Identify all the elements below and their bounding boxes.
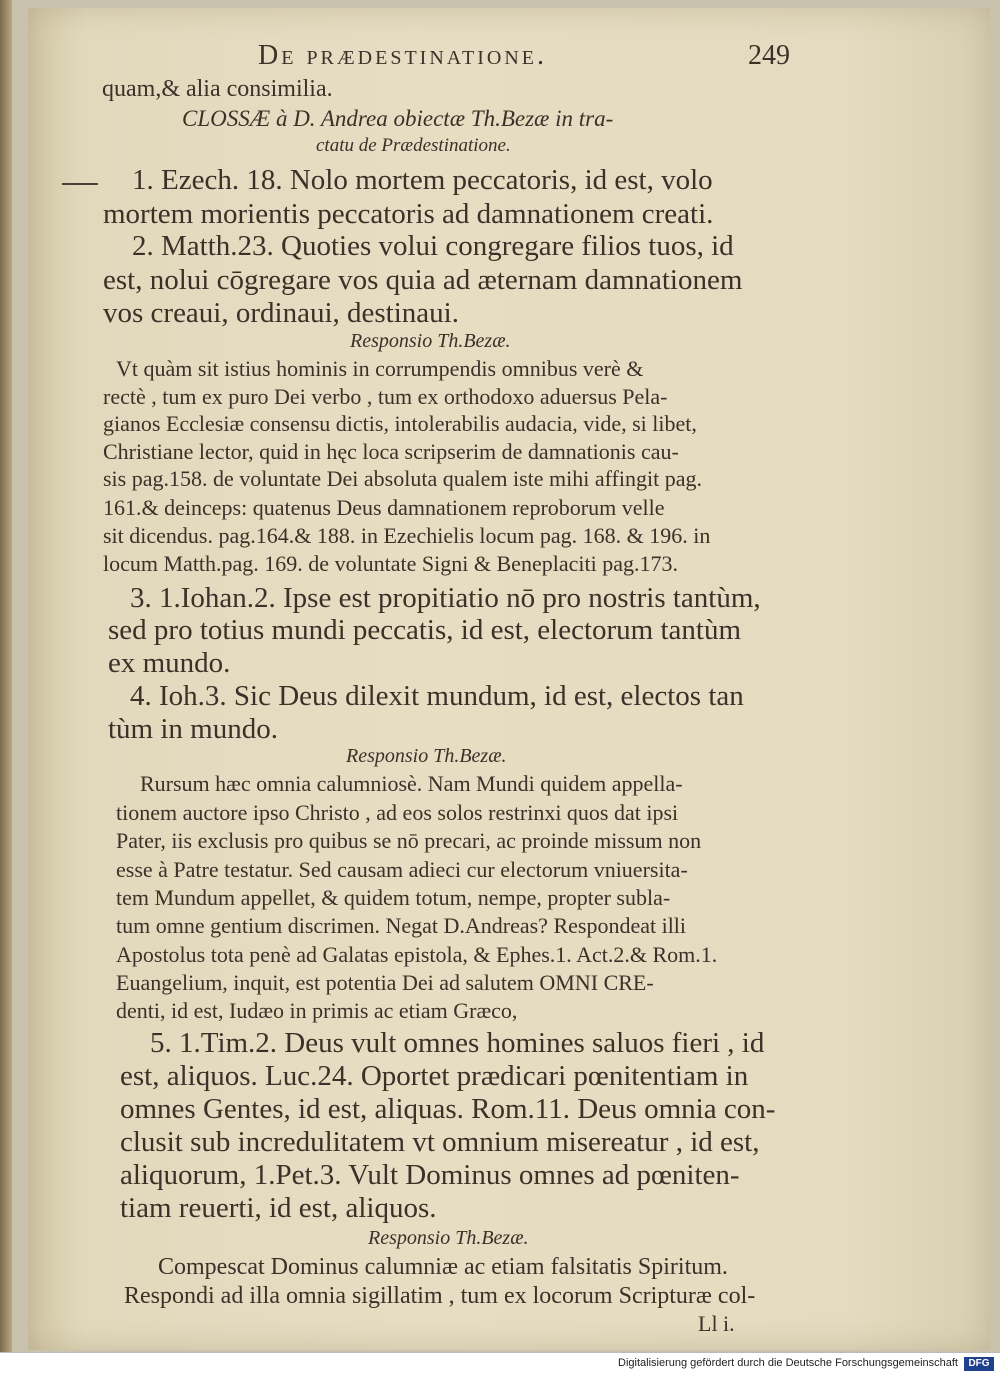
text-line: clusit sub incredulitatem vt omnium misereatur , id est, bbox=[120, 1126, 760, 1158]
text-line: omnes Gentes, id est, aliquas. Rom.11. Deus omnia con- bbox=[120, 1093, 776, 1125]
text-line: Pater, iis exclusis pro quibus se nō precari, ac proinde missum non bbox=[116, 828, 702, 853]
text-line: est, aliquos. Luc.24. Oportet prædicari pœnitentiam in bbox=[120, 1060, 749, 1092]
text-line: 2. Matth.23. Quoties volui congregare filios tuos, id bbox=[132, 230, 734, 262]
text-line: sit dicendus. pag.164.& 188. in Ezechielis locum pag. 168. & 196. in bbox=[103, 523, 711, 548]
margin-rule bbox=[62, 183, 98, 185]
text-line: 1. Ezech. 18. Nolo mortem peccatoris, id est, volo bbox=[132, 164, 713, 196]
text-line: quam,& alia consimilia. bbox=[102, 76, 333, 102]
text-line: aliquorum, 1.Pet.3. Vult Dominus omnes ad pœniten- bbox=[120, 1159, 740, 1191]
footer-credit: Digitalisierung gefördert durch die Deutsche Forschungsgemeinschaft bbox=[618, 1357, 958, 1369]
page-header-title: De prædestinatione. bbox=[258, 40, 547, 71]
book-spine bbox=[0, 0, 12, 1352]
text-line: Vt quàm sit istius hominis in corrumpendis omnibus verè & bbox=[116, 356, 644, 381]
text-line: locum Matth.pag. 169. de voluntate Signi & Beneplaciti pag.173. bbox=[103, 551, 678, 576]
text-line: Rursum hæc omnia calumniosè. Nam Mundi quidem appella- bbox=[140, 771, 683, 796]
text-line: 4. Ioh.3. Sic Deus dilexit mundum, id est, electos tan bbox=[130, 680, 744, 712]
signature-mark: Ll i. bbox=[698, 1311, 735, 1336]
text-line: ex mundo. bbox=[108, 647, 231, 679]
dfg-logo: DFG bbox=[964, 1357, 994, 1371]
text-line: 5. 1.Tim.2. Deus vult omnes homines saluos fieri , id bbox=[150, 1027, 765, 1059]
text-line: rectè , tum ex puro Dei verbo , tum ex orthodoxo aduersus Pela- bbox=[103, 384, 668, 409]
text-line: gianos Ecclesiæ consensu dictis, intolerabilis audacia, vide, si libet, bbox=[103, 411, 697, 436]
text-line: est, nolui cōgregare vos quia ad æternam damnationem bbox=[103, 264, 743, 296]
text-line: 161.& deinceps: quatenus Deus damnationem reproborum velle bbox=[103, 495, 665, 520]
text-line: Christiane lector, quid in hęc loca scripserim de damnationis cau- bbox=[103, 439, 679, 464]
text-line: tionem auctore ipso Christo , ad eos solos restrinxi quos dat ipsi bbox=[116, 800, 679, 825]
text-line: Compescat Dominus calumniæ ac etiam falsitatis Spiritum. bbox=[158, 1254, 728, 1280]
responsio-heading: Responsio Th.Bezæ. bbox=[346, 745, 507, 767]
text-line: tum omne gentium discrimen. Negat D.Andreas? Respondeat illi bbox=[116, 913, 687, 938]
text-line: mortem morientis peccatoris ad damnationem creati. bbox=[103, 198, 714, 230]
text-line: vos creaui, ordinaui, destinaui. bbox=[103, 297, 459, 329]
page-number: 249 bbox=[748, 40, 790, 71]
text-line: 3. 1.Iohan.2. Ipse est propitiatio nō pro nostris tantùm, bbox=[130, 582, 761, 614]
text-line: esse à Patre testatur. Sed causam adieci cur electorum vniuersita- bbox=[116, 857, 688, 882]
footer-bar bbox=[0, 1352, 1000, 1375]
text-line: sis pag.158. de voluntate Dei absoluta qualem iste mihi affingit pag. bbox=[103, 466, 702, 491]
text-line: tiam reuerti, id est, aliquos. bbox=[120, 1192, 437, 1224]
text-line: sed pro totius mundi peccatis, id est, electorum tantùm bbox=[108, 614, 742, 646]
section-heading: CLOSSÆ à D. Andrea obiectæ Th.Bezæ in tra- bbox=[182, 106, 614, 131]
text-line: denti, id est, Iudæo in primis ac etiam Græco, bbox=[116, 998, 518, 1023]
responsio-heading: Responsio Th.Bezæ. bbox=[350, 330, 511, 352]
text-line: Respondi ad illa omnia sigillatim , tum ex locorum Scripturæ col- bbox=[124, 1283, 756, 1309]
text-line: Euangelium, inquit, est potentia Dei ad salutem OMNI CRE- bbox=[116, 970, 654, 995]
text-line: tem Mundum appellet, & quidem totum, nempe, propter subla- bbox=[116, 885, 671, 910]
responsio-heading: Responsio Th.Bezæ. bbox=[368, 1227, 529, 1249]
text-line: tùm in mundo. bbox=[108, 713, 278, 745]
section-heading: ctatu de Prædestinatione. bbox=[316, 135, 511, 156]
text-line: Apostolus tota penè ad Galatas epistola, & Ephes.1. Act.2.& Rom.1. bbox=[116, 942, 718, 967]
